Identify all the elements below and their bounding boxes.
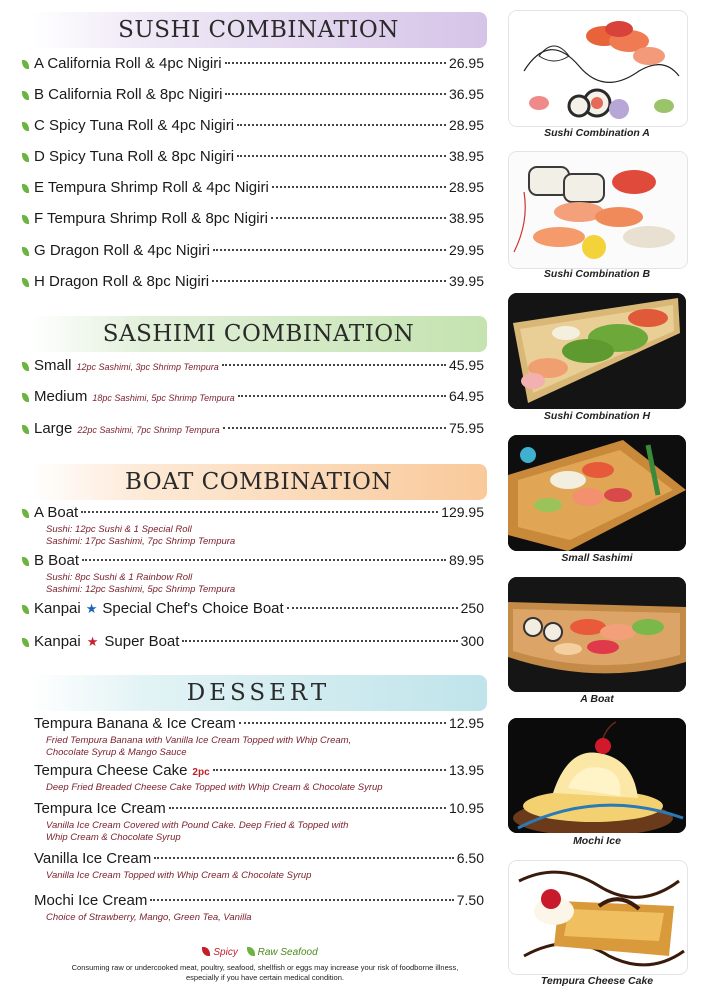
price: 64.95	[448, 388, 484, 404]
star-icon: ★	[85, 601, 98, 616]
section-title: DESSERT	[186, 680, 331, 706]
price: 75.95	[448, 420, 484, 436]
raw-seafood-icon	[22, 420, 34, 438]
price: 6.50	[456, 850, 484, 866]
price: 250	[460, 600, 484, 616]
section-title: BOAT COMBINATION	[124, 469, 393, 495]
menu-item: Tempura Ice Cream 10.95 Vanilla Ice Cream Covered with Pound Cake. Deep Fried & Topped with Whip Cream & Chocolate Syrup	[34, 800, 484, 843]
spicy-icon	[202, 947, 210, 956]
price: 300	[460, 633, 484, 649]
menu-item: H Dragon Roll & 8pc Nigiri 39.95	[22, 273, 484, 293]
menu-item: G Dragon Roll & 4pc Nigiri 29.95	[22, 242, 484, 262]
raw-seafood-icon	[247, 947, 255, 956]
legend	[0, 947, 520, 958]
photo-sushi-combination-a	[508, 10, 688, 127]
menu-item: E Tempura Shrimp Roll & 4pc Nigiri 28.95	[22, 179, 484, 199]
star-icon: ★	[86, 634, 99, 649]
price: 13.95	[448, 762, 484, 778]
raw-seafood-icon	[22, 357, 34, 375]
photo-caption: Mochi Ice	[573, 835, 621, 847]
price: 28.95	[448, 179, 484, 195]
menu-item: B California Roll & 8pc Nigiri 36.95	[22, 86, 484, 106]
section-header-sashimi	[30, 316, 487, 352]
price: 39.95	[448, 273, 484, 289]
raw-seafood-icon	[22, 86, 34, 104]
price: 45.95	[448, 357, 484, 373]
price: 28.95	[448, 117, 484, 133]
raw-seafood-icon	[22, 55, 34, 73]
section-title: SUSHI COMBINATION	[118, 17, 399, 43]
photo-caption: Tempura Cheese Cake	[540, 975, 654, 987]
photo-caption: Sushi Combination B	[543, 268, 651, 280]
legend-spicy: Spicy	[202, 947, 237, 958]
price: 7.50	[456, 892, 484, 908]
menu-item: Tempura Cheese Cake 2pc 13.95 Deep Fried Breaded Cheese Cake Topped with Whip Cream & Chocolate Syrup	[34, 762, 484, 793]
menu-item: Kanpai ★ Special Chef's Choice Boat 250	[22, 600, 484, 620]
photo-mochi-ice	[508, 718, 686, 833]
photo-sushi-combination-b	[508, 151, 688, 269]
section-title: SASHIMI COMBINATION	[102, 321, 415, 347]
legend-raw-seafood: Raw Seafood	[247, 947, 318, 958]
menu-item: D Spicy Tuna Roll & 8pc Nigiri 38.95	[22, 148, 484, 168]
menu-item: B Boat 89.95 Sushi: 8pc Sushi & 1 Rainbow Roll Sashimi: 12pc Sashimi, 5pc Shrimp Tempura	[22, 552, 484, 596]
photo-sushi-combination-h	[508, 293, 686, 409]
section-header-sushi	[30, 12, 487, 48]
photo-a-boat	[508, 577, 686, 692]
raw-seafood-icon	[22, 600, 34, 618]
photo-caption: Sushi Combination A	[544, 127, 650, 139]
raw-seafood-icon	[22, 210, 34, 228]
price: 38.95	[448, 210, 484, 226]
raw-seafood-icon	[22, 148, 34, 166]
menu-item: Tempura Banana & Ice Cream 12.95 Fried Tempura Banana with Vanilla Ice Cream Topped with Whip Cream, Chocolate Syrup & Mango Sauce	[34, 715, 484, 758]
photo-caption: A Boat	[580, 693, 614, 705]
price: 26.95	[448, 55, 484, 71]
menu-item: Medium 18pc Sashimi, 5pc Shrimp Tempura 64.95	[22, 388, 484, 408]
raw-seafood-icon	[22, 242, 34, 260]
photo-tempura-cheese-cake	[508, 860, 688, 975]
raw-seafood-icon	[22, 179, 34, 197]
menu-item: Kanpai ★ Super Boat 300	[22, 633, 484, 653]
photo-small-sashimi	[508, 435, 686, 551]
section-header-dessert	[30, 675, 487, 711]
menu-item: C Spicy Tuna Roll & 4pc Nigiri 28.95	[22, 117, 484, 137]
section-header-boat	[30, 464, 487, 500]
raw-seafood-icon	[22, 117, 34, 135]
price: 36.95	[448, 86, 484, 102]
menu-item: Small 12pc Sashimi, 3pc Shrimp Tempura 45.95	[22, 357, 484, 377]
price: 129.95	[441, 504, 484, 520]
photo-caption: Small Sashimi	[561, 552, 633, 564]
photo-caption: Sushi Combination H	[543, 410, 651, 422]
menu-item: Large 22pc Sashimi, 7pc Shrimp Tempura 75.95	[22, 420, 484, 440]
raw-seafood-icon	[22, 388, 34, 406]
menu-item: Mochi Ice Cream 7.50 Choice of Strawberry, Mango, Green Tea, Vanilla	[34, 892, 484, 923]
raw-seafood-icon	[22, 552, 34, 570]
menu-item: A California Roll & 4pc Nigiri 26.95	[22, 55, 484, 75]
menu-item: F Tempura Shrimp Roll & 8pc Nigiri 38.95	[22, 210, 484, 230]
disclaimer: Consuming raw or undercooked meat, poultry, seafood, shellfish or eggs may increase your risk of foodborne illness, especially if you have certain medical condition.	[71, 963, 459, 982]
price: 10.95	[448, 800, 484, 816]
price: 38.95	[448, 148, 484, 164]
price: 12.95	[448, 715, 484, 731]
price: 29.95	[448, 242, 484, 258]
price: 89.95	[448, 552, 484, 568]
raw-seafood-icon	[22, 633, 34, 651]
raw-seafood-icon	[22, 504, 34, 522]
raw-seafood-icon	[22, 273, 34, 291]
menu-item: A Boat 129.95 Sushi: 12pc Sushi & 1 Special Roll Sashimi: 17pc Sashimi, 7pc Shrimp Tempura	[22, 504, 484, 548]
menu-item: Vanilla Ice Cream 6.50 Vanilla Ice Cream Topped with Whip Cream & Chocolate Syrup	[34, 850, 484, 881]
